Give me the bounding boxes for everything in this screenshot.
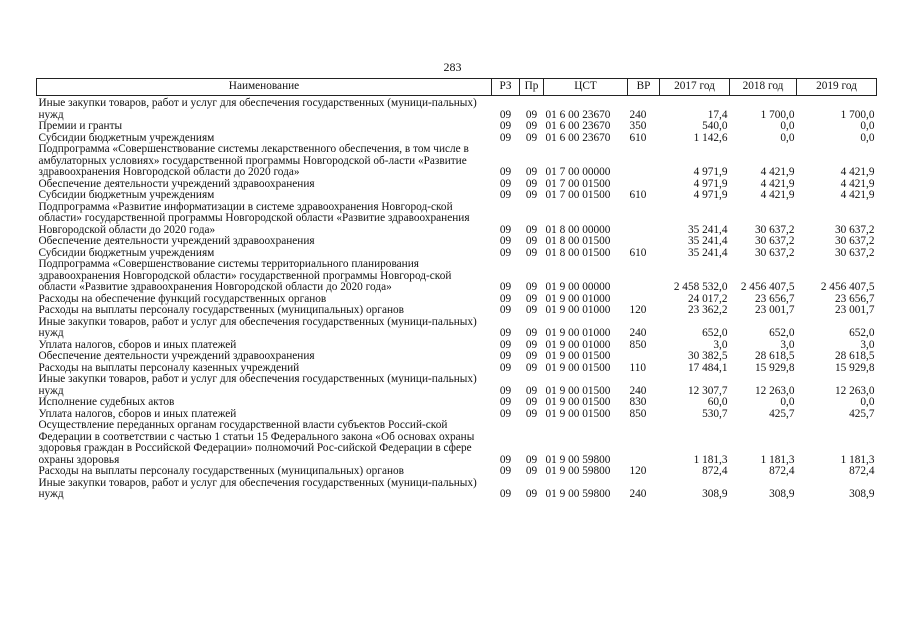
row-vr: 240	[629, 384, 647, 397]
table-body	[37, 96, 877, 501]
row-2018: 308,9	[769, 488, 795, 500]
row-vr	[628, 202, 660, 237]
row-2017: 23 362,2	[687, 304, 728, 316]
row-2018: 30 637,2	[754, 246, 795, 259]
row-vr: 120	[629, 465, 647, 477]
row-cst: 01 9 00 59800	[545, 453, 611, 466]
row-pr: 09	[525, 131, 538, 144]
row-2018: 0,0	[780, 120, 795, 132]
row-rz: 09	[499, 488, 512, 500]
row-vr: 610	[629, 131, 647, 144]
row-rz: 09	[499, 223, 512, 236]
row-2019: 30 637,2	[834, 235, 875, 247]
row-2019: 3,0	[860, 338, 875, 351]
row-pr: 09	[525, 177, 538, 190]
row-cst: 01 9 00 01000	[545, 327, 611, 339]
row-2019: 1 181,3	[840, 453, 875, 466]
row-name: Расходы на обеспечение функций государственных органов	[38, 292, 327, 305]
row-pr: 09	[525, 108, 538, 121]
row-2017: 1 142,6	[693, 131, 728, 144]
row-name: Иные закупки товаров, работ и услуг для обеспечения государственных (муници-пальных) нужд	[38, 97, 477, 121]
row-rz: 09	[499, 465, 512, 477]
row-2017: 12 307,7	[687, 384, 728, 397]
row-2018: 872,4	[769, 465, 795, 477]
row-name: Расходы на выплаты персоналу государственных (муниципальных) органов	[38, 465, 404, 477]
row-rz: 09	[499, 131, 512, 144]
row-name: Расходы на выплаты персоналу казенных учреждений	[38, 361, 300, 374]
row-rz: 09	[499, 350, 512, 362]
row-2017: 35 241,4	[687, 246, 728, 259]
row-name: Подпрограмма «Совершенствование системы территориального планирования здравоохранения Новгородской области» государственной программы Новгород-ской области «Развитие здравоохранения Новгородской области до 2020 года»	[38, 258, 452, 293]
row-pr: 09	[525, 338, 538, 351]
row-rz: 09	[499, 189, 512, 201]
row-vr: 610	[629, 246, 647, 259]
table-row	[37, 236, 877, 248]
row-2018: 0,0	[780, 396, 795, 408]
row-pr: 09	[525, 361, 538, 374]
row-rz: 09	[499, 407, 512, 420]
row-2019: 28 618,5	[834, 350, 875, 362]
row-cst: 01 9 00 01500	[545, 396, 611, 408]
row-vr: 240	[629, 327, 647, 339]
row-2018: 28 618,5	[754, 350, 795, 362]
row-name: Субсидии бюджетным учреждениям	[38, 131, 215, 144]
table-row	[37, 351, 877, 363]
table-row	[37, 374, 877, 397]
row-2019: 0,0	[860, 131, 875, 144]
row-cst: 01 9 00 00000	[545, 281, 611, 293]
row-name: Подпрограмма «Совершенствование системы лекарственного обеспечения, в том числе в амбулаторных условиях» государственной программы Новгородской об-ласти «Развитие здравоохранения Новгородской области до 2020 года»	[38, 143, 469, 178]
row-2017: 24 017,2	[687, 292, 728, 305]
page-number: 283	[443, 60, 462, 74]
table-header-row	[37, 79, 877, 96]
row-name: Субсидии бюджетным учреждениям	[38, 246, 215, 259]
row-2017: 17,4	[707, 108, 728, 121]
row-pr: 09	[525, 350, 538, 362]
row-rz: 09	[499, 396, 512, 408]
row-rz: 09	[499, 384, 512, 397]
row-rz: 09	[499, 292, 512, 305]
row-2018: 3,0	[780, 338, 795, 351]
row-vr: 350	[629, 120, 647, 132]
row-pr: 09	[525, 120, 538, 132]
row-vr: 120	[629, 304, 647, 316]
row-rz: 09	[499, 246, 512, 259]
row-rz: 09	[499, 120, 512, 132]
row-2018: 12 263,0	[754, 384, 795, 397]
row-name: Обеспечение деятельности учреждений здравоохранения	[38, 235, 315, 247]
row-pr: 09	[525, 396, 538, 408]
row-vr	[628, 236, 660, 248]
row-2019: 4 421,9	[840, 166, 875, 178]
row-cst: 01 6 00 23670	[545, 120, 611, 132]
row-2018: 4 421,9	[760, 177, 795, 190]
table-row	[37, 190, 877, 202]
row-pr: 09	[525, 327, 538, 339]
table-row	[37, 317, 877, 340]
row-2019: 4 421,9	[840, 177, 875, 190]
row-rz: 09	[499, 361, 512, 374]
row-2019: 0,0	[860, 120, 875, 132]
row-cst: 01 9 00 01500	[545, 384, 611, 397]
row-2019: 872,4	[849, 465, 875, 477]
table-row	[37, 259, 877, 294]
row-2019: 23 656,7	[834, 292, 875, 305]
row-cst: 01 6 00 23670	[545, 108, 611, 121]
row-2017: 35 241,4	[687, 223, 728, 236]
row-pr: 09	[525, 246, 538, 259]
row-name: Иные закупки товаров, работ и услуг для обеспечения государственных (муници-пальных) нужд	[38, 476, 477, 500]
row-pr: 09	[525, 488, 538, 500]
row-name: Иные закупки товаров, работ и услуг для обеспечения государственных (муници-пальных) нужд	[38, 315, 477, 339]
row-cst: 01 7 00 01500	[545, 177, 611, 190]
row-2017: 35 241,4	[687, 235, 728, 247]
row-rz: 09	[499, 327, 512, 339]
row-2019: 30 637,2	[834, 223, 875, 236]
row-2017: 4 971,9	[693, 189, 728, 201]
row-2018: 2 456 407,5	[740, 281, 795, 293]
table-row	[37, 144, 877, 179]
row-name: Обеспечение деятельности учреждений здравоохранения	[38, 350, 315, 362]
row-2019: 12 263,0	[834, 384, 875, 397]
row-pr: 09	[525, 407, 538, 420]
row-cst: 01 9 00 01500	[545, 361, 611, 374]
table-row	[37, 202, 877, 237]
row-2018: 30 637,2	[754, 235, 795, 247]
row-2017: 540,0	[702, 120, 728, 132]
row-vr	[628, 351, 660, 363]
row-vr: 830	[629, 396, 647, 408]
row-rz: 09	[499, 177, 512, 190]
row-2017: 872,4	[702, 465, 728, 477]
row-name: Иные закупки товаров, работ и услуг для обеспечения государственных (муници-пальных) нужд	[38, 373, 477, 397]
row-2019: 1 700,0	[840, 108, 875, 121]
row-2018: 23 656,7	[754, 292, 795, 305]
row-2018: 15 929,8	[754, 361, 795, 374]
row-2018: 23 001,7	[754, 304, 795, 316]
row-rz: 09	[499, 453, 512, 466]
row-2017: 60,0	[707, 396, 728, 408]
row-rz: 09	[499, 338, 512, 351]
row-pr: 09	[525, 166, 538, 178]
row-pr: 09	[525, 223, 538, 236]
row-2018: 4 421,9	[760, 166, 795, 178]
row-2017: 652,0	[702, 327, 728, 339]
header-pr: Пр	[520, 79, 544, 96]
row-2018: 4 421,9	[760, 189, 795, 201]
row-2018: 30 637,2	[754, 223, 795, 236]
row-pr: 09	[525, 189, 538, 201]
header-2018: 2018 год	[730, 79, 797, 96]
row-2017: 308,9	[702, 488, 728, 500]
row-2018: 0,0	[780, 131, 795, 144]
table-row	[37, 420, 877, 466]
row-2017: 3,0	[713, 338, 728, 351]
row-2019: 0,0	[860, 396, 875, 408]
header-vr: ВР	[628, 79, 660, 96]
table-row	[37, 397, 877, 409]
row-pr: 09	[525, 281, 538, 293]
row-vr: 850	[629, 338, 647, 351]
row-2018: 425,7	[769, 407, 795, 420]
row-vr: 850	[629, 407, 647, 420]
row-2019: 2 456 407,5	[820, 281, 875, 293]
row-cst: 01 9 00 01000	[545, 338, 611, 351]
budget-table	[36, 78, 877, 501]
row-2017: 4 971,9	[693, 177, 728, 190]
row-pr: 09	[525, 235, 538, 247]
row-name: Уплата налогов, сборов и иных платежей	[38, 407, 237, 420]
row-rz: 09	[499, 166, 512, 178]
row-cst: 01 8 00 01500	[545, 235, 611, 247]
table-row	[37, 96, 877, 122]
row-2019: 652,0	[849, 327, 875, 339]
row-name: Подпрограмма «Развитие информатизации в системе здравоохранения Новгород-ской области» государственной программы Новгородской области «Развитие здравоохранения Новгородской области до 2020 года»	[38, 200, 470, 236]
header-cst: ЦСТ	[544, 79, 628, 96]
row-cst: 01 9 00 59800	[545, 488, 611, 500]
row-2019: 23 001,7	[834, 304, 875, 316]
row-rz: 09	[499, 304, 512, 316]
table-row	[37, 478, 877, 501]
row-vr	[628, 420, 660, 466]
row-2017: 4 971,9	[693, 166, 728, 178]
row-name: Премии и гранты	[38, 120, 123, 132]
row-2017: 530,7	[702, 407, 728, 420]
row-rz: 09	[499, 281, 512, 293]
row-2019: 425,7	[849, 407, 875, 420]
row-rz: 09	[499, 108, 512, 121]
row-pr: 09	[525, 465, 538, 477]
row-cst: 01 8 00 01500	[545, 246, 611, 259]
row-vr: 610	[629, 189, 647, 201]
row-vr	[628, 259, 660, 294]
header-2017: 2017 год	[660, 79, 730, 96]
row-cst: 01 9 00 01500	[545, 350, 611, 362]
table-row	[37, 121, 877, 133]
header-2019: 2019 год	[797, 79, 877, 96]
row-2017: 1 181,3	[693, 453, 728, 466]
header-name: Наименование	[37, 79, 492, 96]
row-cst: 01 6 00 23670	[545, 131, 611, 144]
row-2018: 1 700,0	[760, 108, 795, 121]
row-pr: 09	[525, 304, 538, 316]
row-pr: 09	[525, 384, 538, 397]
row-vr: 240	[629, 108, 647, 121]
row-name: Осуществление переданных органам государственной власти субъектов Россий-ской Федерации в соответствии с частью 1 статьи 15 Федерального закона «Об основах охраны здоровья граждан в Российской Федерации» полномочий Рос-сийской Федерации в сфере охраны здоровья	[38, 419, 475, 466]
row-2018: 1 181,3	[760, 453, 795, 466]
row-vr: 110	[629, 361, 647, 374]
row-pr: 09	[525, 292, 538, 305]
header-rz: РЗ	[492, 79, 520, 96]
row-cst: 01 9 00 59800	[545, 465, 611, 477]
row-2018: 652,0	[769, 327, 795, 339]
table-row	[37, 466, 877, 478]
row-vr	[628, 144, 660, 179]
row-2019: 30 637,2	[834, 246, 875, 259]
row-rz: 09	[499, 235, 512, 247]
row-name: Уплата налогов, сборов и иных платежей	[38, 338, 237, 351]
row-name: Расходы на выплаты персоналу государственных (муниципальных) органов	[38, 304, 404, 316]
row-cst: 01 7 00 00000	[545, 166, 611, 178]
row-2017: 2 458 532,0	[673, 281, 728, 293]
row-name: Исполнение судебных актов	[38, 396, 175, 408]
row-2017: 17 484,1	[687, 361, 728, 374]
row-2017: 30 382,5	[687, 350, 728, 362]
row-cst: 01 7 00 01500	[545, 189, 611, 201]
row-2019: 4 421,9	[840, 189, 875, 201]
row-vr: 240	[629, 488, 647, 500]
row-2019: 15 929,8	[834, 361, 875, 374]
row-cst: 01 9 00 01500	[545, 407, 611, 420]
table-row	[37, 305, 877, 317]
row-2019: 308,9	[849, 488, 875, 500]
row-name: Субсидии бюджетным учреждениям	[38, 189, 215, 201]
row-name: Обеспечение деятельности учреждений здравоохранения	[38, 177, 315, 190]
row-cst: 01 9 00 01000	[545, 304, 611, 316]
row-cst: 01 8 00 00000	[545, 223, 611, 236]
row-pr: 09	[525, 453, 538, 466]
row-cst: 01 9 00 01000	[545, 292, 611, 305]
